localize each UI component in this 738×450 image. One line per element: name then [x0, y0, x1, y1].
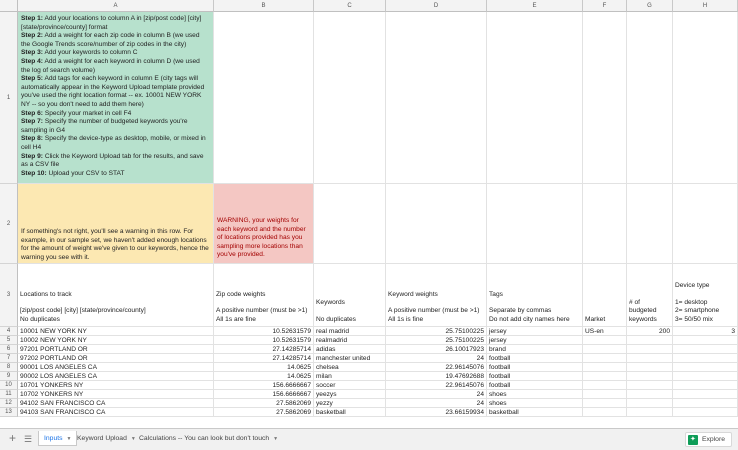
cell-e1[interactable]	[487, 12, 583, 184]
column-header-d[interactable]: D	[386, 0, 487, 12]
cell-f1[interactable]	[583, 12, 627, 184]
header-tags-note: Do not add city names here	[489, 315, 570, 323]
cell-c1[interactable]	[314, 12, 386, 184]
header-keyword-weights-rule: A positive number (must be >1)	[388, 307, 480, 315]
header-locations-note: No duplicates	[20, 315, 60, 323]
table-cell-f12[interactable]	[583, 399, 627, 408]
table-cell-g8[interactable]	[627, 363, 673, 372]
header-keywords-title: Keywords	[316, 299, 345, 307]
table-cell-d6[interactable]: 26.10017923	[386, 345, 487, 354]
cell-g1[interactable]	[627, 12, 673, 184]
table-cell-a8[interactable]: 90001 LOS ANGELES CA	[18, 363, 214, 372]
header-keyword-weights[interactable]	[386, 264, 487, 327]
table-cell-f10[interactable]	[583, 381, 627, 390]
table-cell-h9[interactable]	[673, 372, 738, 381]
step-5: Step 5: Add tags for each keyword in column E (city tags will automatically appear in the Keyword Upload template provided you've used the right location format -- ex. 10001 NEW YORK NY -- so you don't need to add them here)	[21, 75, 205, 108]
table-cell-e4[interactable]: jersey	[487, 327, 583, 336]
header-locations[interactable]	[18, 264, 214, 327]
add-sheet-icon[interactable]: +	[8, 431, 16, 445]
cell-f2[interactable]	[583, 184, 627, 264]
table-cell-h8[interactable]	[673, 363, 738, 372]
table-cell-c13[interactable]: basketball	[314, 408, 386, 417]
table-cell-c9[interactable]: milan	[314, 372, 386, 381]
column-header-b[interactable]: B	[214, 0, 314, 12]
row-header-9[interactable]: 9	[0, 372, 18, 381]
table-cell-a5[interactable]: 10002 NEW YORK NY	[18, 336, 214, 345]
table-cell-b11[interactable]: 156.6666667	[214, 390, 314, 399]
table-cell-e7[interactable]: football	[487, 354, 583, 363]
tab-menu-arrow-icon[interactable]: ▼	[273, 436, 279, 442]
table-cell-g5[interactable]	[627, 336, 673, 345]
header-budgeted-keywords[interactable]	[627, 264, 673, 327]
header-device-type[interactable]	[673, 264, 738, 327]
table-cell-d13[interactable]: 23.66159934	[386, 408, 487, 417]
table-cell-a4[interactable]: 10001 NEW YORK NY	[18, 327, 214, 336]
column-header-g[interactable]: G	[627, 0, 673, 12]
row-header-4[interactable]: 4	[0, 327, 18, 336]
cell-g2[interactable]	[627, 184, 673, 264]
header-device-option-1: 1= desktop	[675, 298, 708, 306]
tab-keyword-upload[interactable]: Keyword Upload ▼	[77, 435, 136, 442]
table-cell-d10[interactable]: 22.96145076	[386, 381, 487, 390]
step-8: Step 8: Specify the device-type as desktop, mobile, or mixed in cell H4	[21, 135, 206, 151]
table-cell-f11[interactable]	[583, 390, 627, 399]
row-header-11[interactable]: 11	[0, 390, 18, 399]
table-cell-c7[interactable]: manchester united	[314, 354, 386, 363]
warning-note-cell[interactable]: If something's not right, you'll see a warning in this row. For example, in our sample set, we haven't added enough locations for the amount of weight we've given to our keywords, hence the warning you see with it.	[18, 184, 214, 264]
column-header-f[interactable]: F	[583, 0, 627, 12]
header-zip-weights-rule: A positive number (must be >1)	[216, 307, 308, 315]
row-header-1[interactable]: 1	[0, 12, 18, 184]
table-cell-f4[interactable]: US-en	[583, 327, 627, 336]
table-cell-b10[interactable]: 156.6666667	[214, 381, 314, 390]
row-header-8[interactable]: 8	[0, 363, 18, 372]
table-cell-f9[interactable]	[583, 372, 627, 381]
table-cell-g12[interactable]	[627, 399, 673, 408]
explore-icon: ✦	[688, 435, 698, 445]
table-cell-h4[interactable]: 3	[673, 327, 738, 336]
table-cell-h5[interactable]	[673, 336, 738, 345]
table-cell-b5[interactable]: 10.52631579	[214, 336, 314, 345]
cell-h2[interactable]	[673, 184, 738, 264]
select-all-corner[interactable]	[0, 0, 18, 12]
table-cell-h7[interactable]	[673, 354, 738, 363]
table-cell-e11[interactable]: shoes	[487, 390, 583, 399]
row-header-5[interactable]: 5	[0, 336, 18, 345]
row-header-6[interactable]: 6	[0, 345, 18, 354]
table-cell-b4[interactable]: 10.52631579	[214, 327, 314, 336]
table-cell-d7[interactable]: 24	[386, 354, 487, 363]
table-cell-a10[interactable]: 10701 YONKERS NY	[18, 381, 214, 390]
step-7: Step 7: Specify the number of budgeted keywords you're sampling in G4	[21, 118, 188, 134]
table-cell-e6[interactable]: brand	[487, 345, 583, 354]
table-cell-b8[interactable]: 14.0625	[214, 363, 314, 372]
tab-inputs[interactable]: Inputs ▼	[38, 431, 77, 446]
table-cell-d8[interactable]: 22.96145076	[386, 363, 487, 372]
table-cell-b13[interactable]: 27.5862069	[214, 408, 314, 417]
table-cell-b6[interactable]: 27.14285714	[214, 345, 314, 354]
header-market-title: Market	[585, 315, 606, 323]
instructions-cell[interactable]	[18, 12, 214, 184]
row-header-3[interactable]: 3	[0, 264, 18, 327]
error-warning-cell[interactable]: WARNING, your weights for each keyword and the number of locations provided has you sampling more locations than you've provided.	[214, 184, 314, 264]
header-device-option-2: 2= smartphone	[675, 307, 720, 315]
header-budgeted-line1: # of	[629, 298, 640, 306]
header-budgeted-line3: keywords	[629, 315, 657, 323]
column-header-a[interactable]: A	[18, 0, 214, 12]
column-header-e[interactable]: E	[487, 0, 583, 12]
row-header-10[interactable]: 10	[0, 381, 18, 390]
step-9: Step 9: Click the Keyword Upload tab for the results, and save as a CSV file	[21, 152, 204, 169]
table-cell-c11[interactable]: yeezys	[314, 390, 386, 399]
table-cell-e5[interactable]: jersey	[487, 336, 583, 345]
table-cell-h13[interactable]	[673, 408, 738, 417]
sheet-tab-bar	[0, 428, 738, 450]
explore-button[interactable]: ✦ Explore	[685, 432, 732, 447]
header-keywords-note: No duplicates	[316, 315, 356, 323]
table-cell-d5[interactable]: 25.75100225	[386, 336, 487, 345]
tab-calculations[interactable]: Calculations -- You can look but don't touch ▼	[139, 435, 279, 442]
table-cell-e10[interactable]: football	[487, 381, 583, 390]
header-zip-weights-title: Zip code weights	[216, 290, 266, 298]
table-cell-g7[interactable]	[627, 354, 673, 363]
table-cell-a6[interactable]: 97201 PORTLAND OR	[18, 345, 214, 354]
table-cell-b12[interactable]: 27.5862069	[214, 399, 314, 408]
table-cell-b7[interactable]: 27.14285714	[214, 354, 314, 363]
cell-e2[interactable]	[487, 184, 583, 264]
table-cell-a12[interactable]: 94102 SAN FRANCISCO CA	[18, 399, 214, 408]
cell-d1[interactable]	[386, 12, 487, 184]
header-budgeted-line2: budgeted	[629, 307, 657, 315]
table-cell-g6[interactable]	[627, 345, 673, 354]
cell-b1[interactable]	[214, 12, 314, 184]
header-tags-title: Tags	[489, 290, 503, 298]
step-6: Step 6: Specify your market in cell F4	[21, 109, 132, 117]
table-cell-g13[interactable]	[627, 408, 673, 417]
table-cell-c8[interactable]: chelsea	[314, 363, 386, 372]
table-cell-h6[interactable]	[673, 345, 738, 354]
table-cell-d12[interactable]: 24	[386, 399, 487, 408]
header-zip-weights-note: All 1s are fine	[216, 315, 256, 323]
table-cell-e12[interactable]: shoes	[487, 399, 583, 408]
row-header-13[interactable]: 13	[0, 408, 18, 417]
table-cell-d4[interactable]: 25.75100225	[386, 327, 487, 336]
header-tags-rule: Separate by commas	[489, 307, 552, 315]
table-cell-f5[interactable]	[583, 336, 627, 345]
table-cell-c5[interactable]: realmadrid	[314, 336, 386, 345]
table-cell-f8[interactable]	[583, 363, 627, 372]
cell-h1[interactable]	[673, 12, 738, 184]
header-locations-format: [zip/post code] [city] [state/province/county]	[20, 307, 146, 315]
row-header-12[interactable]: 12	[0, 399, 18, 408]
table-cell-e8[interactable]: football	[487, 363, 583, 372]
step-10: Step 10: Upload your CSV to STAT	[21, 169, 125, 177]
step-2: Step 2: Add a weight for each zip code in column B (we used the Google Trends score/number of zip codes in the city)	[21, 32, 200, 48]
column-header-h[interactable]: H	[673, 0, 738, 12]
table-cell-d9[interactable]: 19.47692688	[386, 372, 487, 381]
table-cell-g4[interactable]: 200	[627, 327, 673, 336]
header-market[interactable]	[583, 264, 627, 327]
cell-c2[interactable]	[314, 184, 386, 264]
header-zip-weights[interactable]	[214, 264, 314, 327]
table-cell-a7[interactable]: 97202 PORTLAND OR	[18, 354, 214, 363]
table-cell-c4[interactable]: real madrid	[314, 327, 386, 336]
table-cell-e13[interactable]: basketball	[487, 408, 583, 417]
table-cell-b9[interactable]: 14.0625	[214, 372, 314, 381]
table-cell-f7[interactable]	[583, 354, 627, 363]
header-locations-title: Locations to track	[20, 290, 72, 298]
cell-d2[interactable]	[386, 184, 487, 264]
header-device-option-3: 3= 50/50 mix	[675, 315, 713, 323]
table-cell-c12[interactable]: yezzy	[314, 399, 386, 408]
tab-menu-arrow-icon[interactable]: ▼	[66, 436, 72, 442]
row-header-2[interactable]: 2	[0, 184, 18, 264]
table-cell-h11[interactable]	[673, 390, 738, 399]
header-tags[interactable]	[487, 264, 583, 327]
table-cell-c6[interactable]: adidas	[314, 345, 386, 354]
header-keyword-weights-note: All 1s is fine	[388, 315, 424, 323]
table-cell-h12[interactable]	[673, 399, 738, 408]
table-cell-g9[interactable]	[627, 372, 673, 381]
row-header-7[interactable]: 7	[0, 354, 18, 363]
header-keywords[interactable]	[314, 264, 386, 327]
step-3: Step 3: Add your keywords to column C	[21, 49, 138, 57]
column-header-c[interactable]: C	[314, 0, 386, 12]
header-keyword-weights-title: Keyword weights	[388, 290, 438, 298]
table-cell-g10[interactable]	[627, 381, 673, 390]
table-cell-f13[interactable]	[583, 408, 627, 417]
step-1: Step 1: Add your locations to column A in [zip/post code] [city] [state/province/county] format	[21, 15, 202, 31]
header-device-title: Device type	[675, 282, 710, 290]
table-cell-f6[interactable]	[583, 345, 627, 354]
table-cell-g11[interactable]	[627, 390, 673, 399]
step-4: Step 4: Add a weight for each keyword in column D (we used the log of search volume)	[21, 57, 200, 74]
table-cell-a9[interactable]: 90002 LOS ANGELES CA	[18, 372, 214, 381]
table-cell-a11[interactable]: 10702 YONKERS NY	[18, 390, 214, 399]
table-cell-e9[interactable]: football	[487, 372, 583, 381]
table-cell-c10[interactable]: soccer	[314, 381, 386, 390]
table-cell-d11[interactable]: 24	[386, 390, 487, 399]
table-cell-h10[interactable]	[673, 381, 738, 390]
table-cell-a13[interactable]: 94103 SAN FRANCISCO CA	[18, 408, 214, 417]
all-sheets-menu-icon[interactable]: ☰	[23, 434, 33, 444]
tab-menu-arrow-icon[interactable]: ▼	[130, 436, 136, 442]
